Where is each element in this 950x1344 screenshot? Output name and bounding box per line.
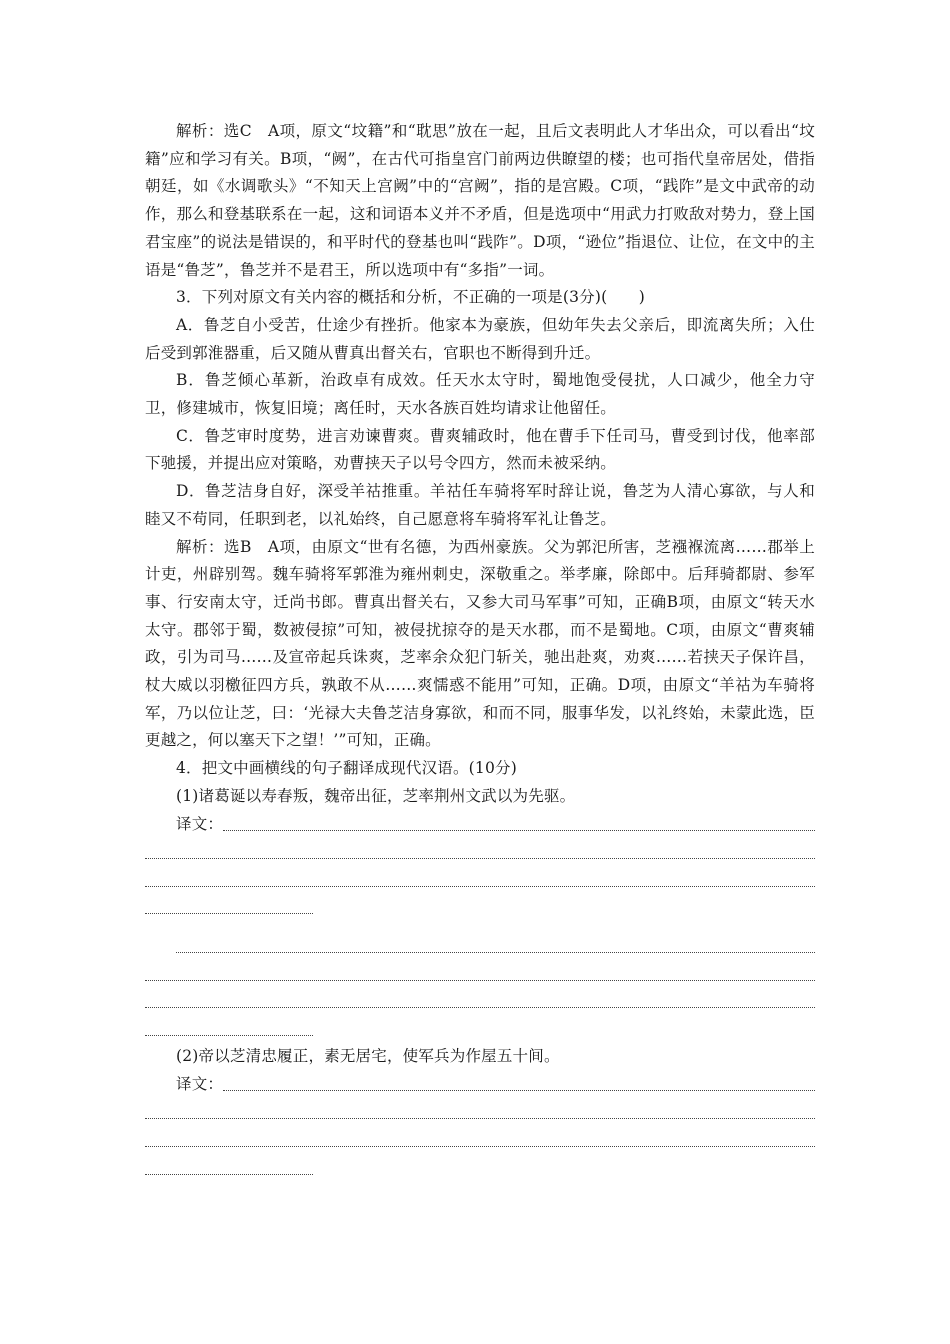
answer-line[interactable] <box>145 844 815 859</box>
translation-label: 译文： <box>176 814 224 833</box>
answer-line[interactable] <box>145 993 815 1008</box>
answer-line[interactable] <box>145 1104 815 1119</box>
answer-line[interactable] <box>176 938 815 953</box>
question-3-option-b: B．鲁芝倾心革新，治政卓有成效。任天水太守时，蜀地饱受侵扰，人口减少，他全力守卫，修建城市，恢复旧境；离任时，天水各族百姓均请求让他留任。 <box>145 371 815 418</box>
question-3-option-a: A．鲁芝自小受苦，仕途少有挫折。他家本为豪族，但幼年失去父亲后，即流离失所；入仕后受到郭淮器重，后又随从曹真出督关右，官职也不断得到升迁。 <box>145 315 815 362</box>
answer-line[interactable] <box>223 816 815 831</box>
translation-label: 译文： <box>176 1074 224 1093</box>
document-body <box>145 118 815 1182</box>
question-4-part-1: (1)诸葛诞以寿春叛，魏帝出征，芝率荆州文武以为先驱。 <box>176 786 576 805</box>
answer-line[interactable] <box>145 1021 313 1036</box>
question-4-part-2: (2)帝以芝清忠履正，素无居宅，使军兵为作屋五十间。 <box>176 1047 560 1066</box>
answer-line[interactable] <box>145 1132 815 1147</box>
answer-line[interactable] <box>145 872 815 887</box>
question-4-stem: 4．把文中画横线的句子翻译成现代汉语。(10分) <box>176 759 517 778</box>
question-3-option-c: C．鲁芝审时度势，进言劝谏曹爽。曹爽辅政时，他在曹手下任司马，曹受到讨伐，他率部下驰援，并提出应对策略，劝曹挟天子以号令四方，然而未被采纳。 <box>145 426 815 473</box>
answer-line[interactable] <box>145 966 815 981</box>
translation-answer-area-2[interactable] <box>145 1071 815 1182</box>
translation-answer-area-1[interactable] <box>145 811 815 1044</box>
answer-line[interactable] <box>145 1160 313 1175</box>
answer-analysis-3: 解析：选B A项，由原文“世有名德，为西州豪族。父为郭汜所害，芝襁褓流离……郡举上计吏，州辟别驾。魏车骑将军郭淮为雍州刺史，深敬重之。举孝廉，除郎中。后拜骑都尉、参军事、行安南太守，迁尚书郎。曹真出督关右，又参大司马军事”可知，正确B项，由原文“转天水太守。郡邻于蜀，数被侵掠”可知，被侵扰掠夺的是天水郡，而不是蜀地。C项，由原文“曹爽辅政，引为司马……及宣帝起兵诛爽，芝率余众犯门斩关，驰出赴爽，劝爽……若挟天子保许昌，杖大威以羽檄征四方兵，孰敢不从……爽懦惑不能用”可知，正确。D项，由原文“羊祜为车骑将军，乃以位让芝，曰：‘光禄大夫鲁芝洁身寡欲，和而不同，服事华发，以礼终始，未蒙此选，臣更越之，何以塞天下之望！’”可知，正确。 <box>145 537 815 750</box>
answer-line[interactable] <box>223 1076 815 1091</box>
question-3-option-d: D．鲁芝洁身自好，深受羊祜推重。羊祜任车骑将军时辞让说，鲁芝为人清心寡欲，与人和睦又不苟同，任职到老，以礼始终，自己愿意将车骑将军礼让鲁芝。 <box>145 482 815 528</box>
answer-analysis-2: 解析：选C A项，原文“坟籍”和“耽思”放在一起，且后文表明此人才华出众，可以看出“坟籍”应和学习有关。B项，“阙”，在古代可指皇宫门前两边供瞭望的楼；也可指代皇帝居处，借指朝廷，如《水调歌头》“不知天上宫阙”中的“宫阙”，指的是宫殿。C项，“践阼”是文中武帝的动作，那么和登基联系在一起，这和词语本义并不矛盾，但是选项中“用武力打败敌对势力，登上国君宝座”的说法是错误的，和平时代的登基也叫“践阼”。D项，“逊位”指退位、让位，在文中的主语是“鲁芝”，鲁芝并不是君王，所以选项中有“多指”一词。 <box>145 122 815 279</box>
question-3-stem: 3．下列对原文有关内容的概括和分析，不正确的一项是(3分)( ) <box>176 288 646 307</box>
answer-line[interactable] <box>145 899 313 914</box>
